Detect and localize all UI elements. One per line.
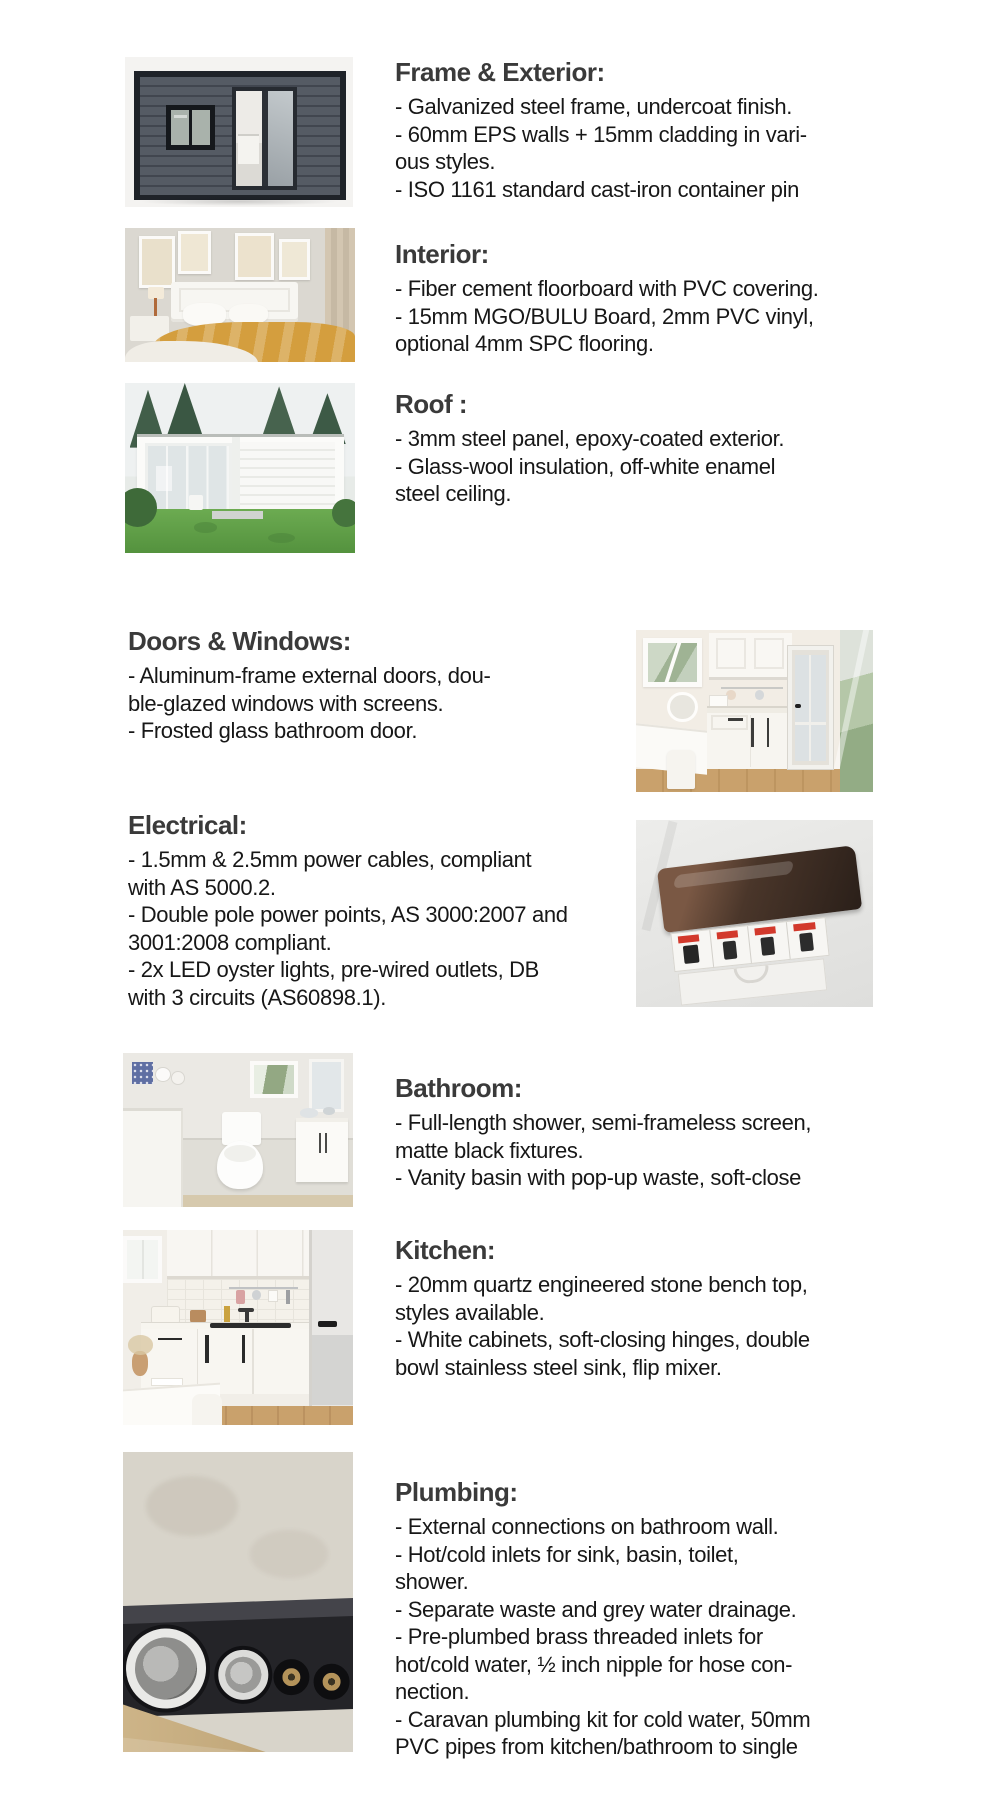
spec-line: matte black fixtures. [395, 1137, 584, 1163]
spec-line: shower. [395, 1569, 469, 1594]
kitchen-window [123, 1236, 162, 1283]
spec-line: steel ceiling. [395, 481, 512, 506]
container-body [134, 71, 346, 201]
spec-line: - Pre-plumbed brass threaded inlets for [395, 1624, 763, 1649]
section-heading: Electrical: [128, 810, 247, 840]
vanity-cabinet [296, 1118, 349, 1183]
section-frame-exterior [395, 57, 807, 203]
door-lever-handle [318, 1321, 337, 1326]
utensil-rail [229, 1287, 298, 1290]
section-roof [395, 389, 784, 508]
round-mirror [667, 692, 698, 723]
spec-line: - Frosted glass bathroom door. [128, 718, 418, 743]
sliding-glass-door [232, 87, 298, 190]
spec-line: - 1.5mm & 2.5mm power cables, compliant [128, 847, 532, 872]
large-pipe-outlet [125, 1627, 208, 1710]
section-kitchen [395, 1235, 810, 1381]
mirror [309, 1059, 344, 1111]
cabin-glass-door [145, 443, 232, 513]
section-doors-windows [128, 626, 490, 745]
spec-line: - Vanity basin with pop-up waste, soft-close [395, 1165, 802, 1190]
spec-line: ous styles. [395, 149, 496, 174]
bathroom-window [250, 1061, 298, 1098]
underside-band [123, 1616, 353, 1718]
brass-inlet [273, 1658, 310, 1695]
window [643, 638, 702, 687]
spec-line: - Glass-wool insulation, off-white enamel [395, 453, 776, 479]
hanging-cloth [132, 1062, 153, 1084]
black-sink [210, 1323, 291, 1329]
section-heading: Roof : [395, 389, 468, 419]
chair [667, 750, 695, 789]
section-heading: Kitchen: [395, 1235, 495, 1265]
spec-line: - 15mm MGO/BULU Board, 2mm PVC vinyl, [395, 303, 814, 329]
spec-line: - Hot/cold inlets for sink, basin, toilet, [395, 1541, 739, 1567]
deck-step [212, 511, 263, 520]
frame-exterior-photo [125, 57, 353, 207]
spec-line: - White cabinets, soft-closing hinges, double [395, 1327, 810, 1352]
spec-line: - Double pole power points, AS 3000:2007 and [128, 902, 568, 927]
frosted-bathroom-door [788, 646, 833, 769]
cabin-siding [240, 442, 335, 514]
spec-line: - ISO 1161 standard cast-iron container pin [395, 176, 799, 202]
spec-line: - 20mm quartz engineered stone bench top, [395, 1272, 808, 1297]
wall-art [139, 236, 175, 288]
spec-line: styles available. [395, 1299, 545, 1325]
upper-cabinet [709, 633, 792, 680]
spec-line: - Fiber cement floorboard with PVC covering. [395, 276, 819, 301]
section-plumbing [395, 1477, 810, 1761]
brass-inlet-2 [312, 1663, 349, 1700]
grey-door [309, 1230, 353, 1406]
electrical-db-photo [636, 820, 873, 1007]
spec-line: with AS 5000.2. [128, 874, 276, 900]
section-heading: Plumbing: [395, 1477, 518, 1507]
doors-windows-photo [636, 630, 873, 792]
bathroom-photo [123, 1053, 353, 1207]
spec-line: nection. [395, 1679, 470, 1704]
medium-pipe-outlet [218, 1649, 270, 1701]
half-wall [123, 1108, 183, 1207]
section-bathroom [395, 1073, 811, 1192]
glass-wall [840, 630, 873, 792]
spec-line: - Separate waste and grey water drainage. [395, 1596, 797, 1622]
section-heading: Interior: [395, 239, 489, 269]
roof-cabin-photo [125, 383, 355, 553]
white-chair [192, 1394, 222, 1425]
section-electrical [128, 810, 568, 1011]
spec-line: optional 4mm SPC flooring. [395, 331, 654, 356]
spec-line: - 60mm EPS walls + 15mm cladding in vari- [395, 121, 807, 147]
spec-line: bowl stainless steel sink, flip mixer. [395, 1354, 722, 1380]
spec-line: PVC pipes from kitchen/bathroom to single [395, 1734, 798, 1759]
spec-line: - External connections on bathroom wall. [395, 1514, 779, 1539]
spec-line: with 3 circuits (AS60898.1). [128, 984, 386, 1010]
spec-line: - Galvanized steel frame, undercoat finish. [395, 94, 793, 119]
interior-bedroom-photo [125, 228, 355, 362]
spec-line: - Full-length shower, semi-frameless screen, [395, 1110, 812, 1135]
upper-cabinets [167, 1230, 310, 1279]
plumbing-photo [123, 1452, 353, 1752]
section-heading: Frame & Exterior: [395, 57, 605, 87]
spec-line: - Aluminum-frame external doors, dou- [128, 663, 491, 688]
kitchen-photo [123, 1230, 353, 1425]
container-window [166, 105, 215, 150]
bench-counter [707, 706, 792, 712]
section-heading: Doors & Windows: [128, 626, 351, 656]
cabin [137, 434, 344, 517]
lower-cabinet [707, 713, 792, 770]
section-interior [395, 239, 819, 358]
toilet-bowl [217, 1141, 263, 1189]
db-brown-lid [657, 845, 862, 932]
spec-line: ble-glazed windows with screens. [128, 690, 444, 716]
spec-line: 3001:2008 compliant. [128, 929, 332, 955]
spec-line: hot/cold water, ½ inch nipple for hose con- [395, 1651, 793, 1677]
section-heading: Bathroom: [395, 1073, 522, 1103]
spec-line: - Caravan plumbing kit for cold water, 50mm [395, 1706, 811, 1732]
door-handle [795, 704, 801, 708]
spec-line: - 3mm steel panel, epoxy-coated exterior. [395, 426, 785, 451]
spec-line: - 2x LED oyster lights, pre-wired outlets, DB [128, 957, 539, 982]
